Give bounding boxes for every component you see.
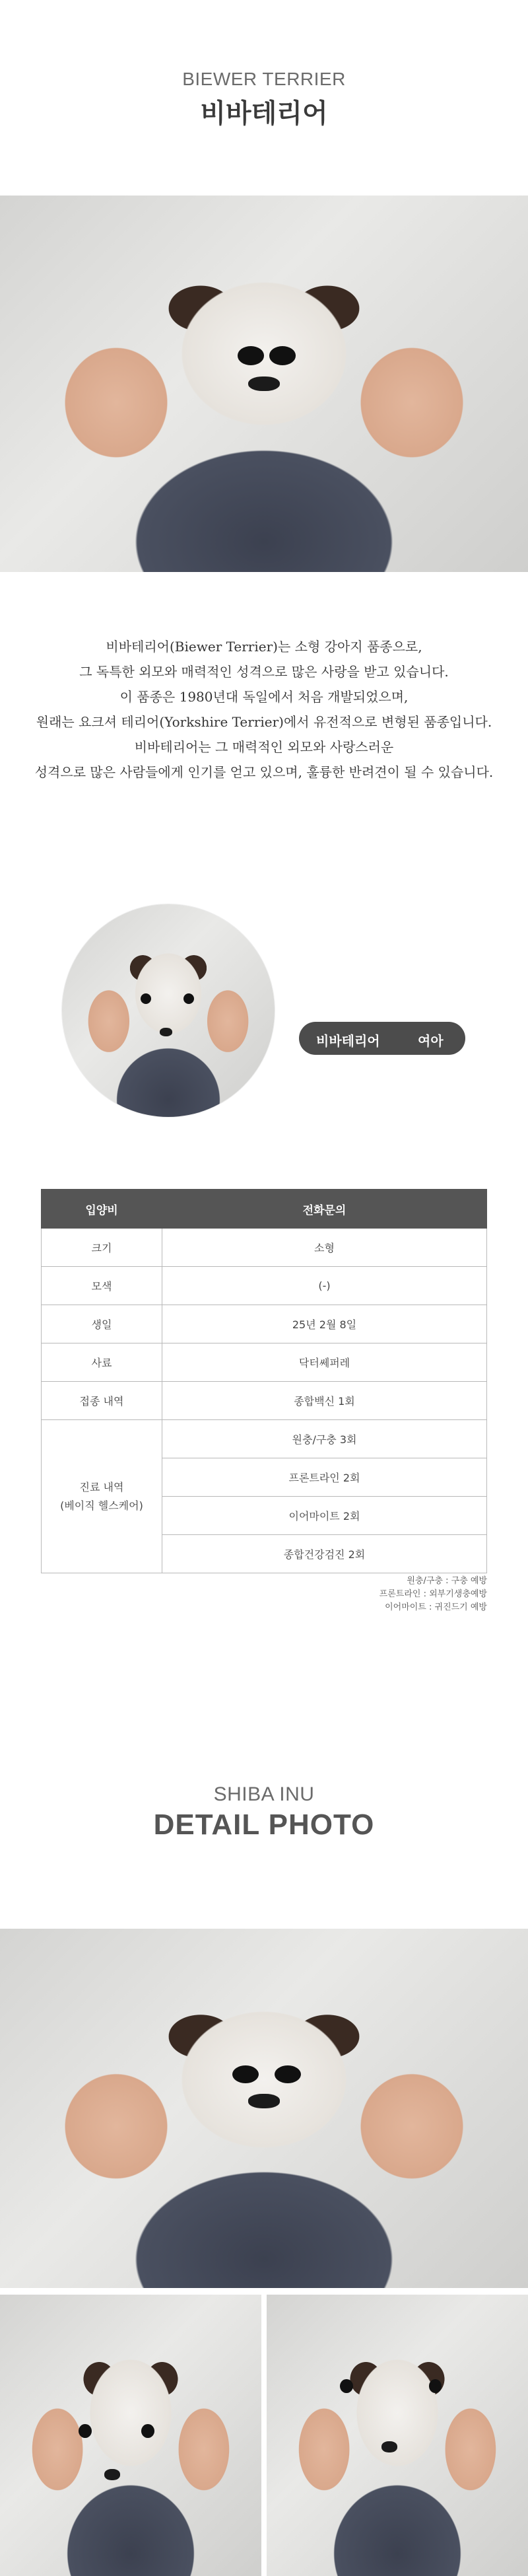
detail-title: DETAIL PHOTO bbox=[153, 1808, 375, 1841]
footnote: 프론트라인 : 외부기생충예방 bbox=[379, 1589, 487, 1599]
hero-header bbox=[0, 0, 528, 196]
hero-puppy-photo bbox=[0, 196, 528, 572]
table-row bbox=[42, 1343, 487, 1382]
row-label: 사료 bbox=[42, 1343, 162, 1382]
medical-history-label bbox=[42, 1420, 162, 1573]
breed-english-name: BIEWER TERRIER bbox=[182, 69, 346, 89]
table-row bbox=[42, 1267, 487, 1305]
footnote: 이어마이트 : 귀진드기 예방 bbox=[385, 1602, 487, 1612]
detail-puppy-photo-right bbox=[267, 2295, 528, 2576]
puppy-name: 비바테리어 bbox=[316, 1033, 380, 1049]
breed-description bbox=[0, 634, 528, 785]
row-value: (-) bbox=[162, 1267, 487, 1305]
medical-label-line: 진료 내역 bbox=[79, 1480, 124, 1493]
puppy-info-table bbox=[41, 1189, 487, 1573]
footnotes bbox=[380, 1575, 487, 1614]
table-row bbox=[42, 1420, 487, 1458]
table-row bbox=[42, 1305, 487, 1343]
table-header-row bbox=[42, 1190, 487, 1229]
row-value: 종합백신 1회 bbox=[162, 1382, 487, 1420]
row-label: 크기 bbox=[42, 1229, 162, 1267]
description-line: 원래는 요크셔 테리어(Yorkshire Terrier)에서 유전적으로 변형된 품종입니다. bbox=[36, 714, 492, 730]
row-label: 모색 bbox=[42, 1267, 162, 1305]
description-line: 비바테리어(Biewer Terrier)는 소형 강아지 품종으로, bbox=[106, 639, 422, 655]
table-row bbox=[42, 1229, 487, 1267]
table-header-value: 전화문의 bbox=[162, 1190, 487, 1229]
detail-puppy-photo-left bbox=[0, 2295, 261, 2576]
medical-label-line: (베이직 헬스케어) bbox=[60, 1499, 143, 1512]
profile-puppy-photo bbox=[62, 904, 275, 1117]
puppy-gender: 여아 bbox=[418, 1033, 444, 1049]
description-line: 비바테리어는 그 매력적인 외모와 사랑스러운 bbox=[134, 739, 394, 755]
description-line: 이 품종은 1980년대 독일에서 처음 개발되었으며, bbox=[119, 689, 409, 705]
footnote: 원충/구충 : 구충 예방 bbox=[407, 1576, 487, 1586]
row-value: 닥터쎄퍼레 bbox=[162, 1343, 487, 1382]
detail-english-name: SHIBA INU bbox=[213, 1783, 315, 1805]
detail-puppy-photo-large bbox=[0, 1929, 528, 2288]
row-value: 25년 2월 8일 bbox=[162, 1305, 487, 1343]
detail-photo-header bbox=[0, 1783, 528, 1842]
medical-item: 종합건강검진 2회 bbox=[162, 1535, 487, 1573]
medical-item: 원충/구충 3회 bbox=[162, 1420, 487, 1458]
table-header-label: 입양비 bbox=[42, 1190, 162, 1229]
description-line: 그 독특한 외모와 매력적인 성격으로 많은 사랑을 받고 있습니다. bbox=[79, 664, 449, 680]
row-label: 접종 내역 bbox=[42, 1382, 162, 1420]
row-value: 소형 bbox=[162, 1229, 487, 1267]
description-line: 성격으로 많은 사람들에게 인기를 얻고 있으며, 훌륭한 반려견이 될 수 있습니다. bbox=[34, 764, 494, 780]
breed-korean-name: 비바테리어 bbox=[200, 98, 328, 129]
table-row bbox=[42, 1382, 487, 1420]
medical-item: 프론트라인 2회 bbox=[162, 1458, 487, 1497]
name-gender-badge bbox=[299, 1022, 465, 1055]
medical-item: 이어마이트 2회 bbox=[162, 1497, 487, 1535]
row-label: 생일 bbox=[42, 1305, 162, 1343]
